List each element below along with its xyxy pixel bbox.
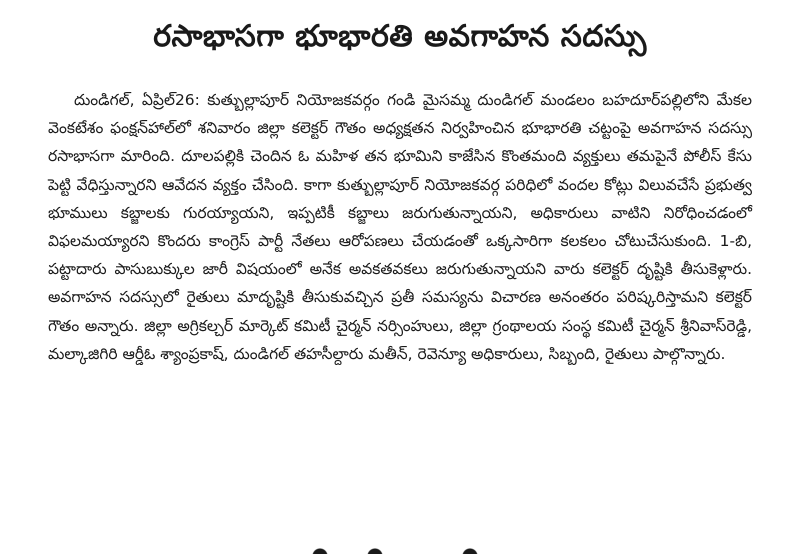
article-headline: రసాభాసగా భూభారతి అవగాహన సదస్సు <box>153 19 647 54</box>
article-body: దుండిగల్, ఏప్రిల్26: కుత్బుల్లాపూర్ నియోజకవర్గం గండి మైసమ్మ దుండిగల్ మండలం బహదూర్‌పల్లిలోని మేకల వెంకటేశం ఫంక్షన్‌హాల్‌లో శనివారం జిల్లా కలెక్టర్ గౌతం అధ్యక్షతన నిర్వహించిన భూభారతి చట్టంపై అవగాహన సదస్సు రసాభాసగా మారింది. దూలపల్లికి చెందిన ఓ మహిళ తన భూమిని కాజేసిన కొంతమంది వ్యక్తులు తమపైనే పోలీస్ కేసు పెట్టి వేధిస్తున్నారని ఆవేదన వ్యక్తం చేసింది. కాగా కుత్బుల్లాపూర్ నియోజకవర్గ పరిధిలో వందల కోట్లు విలువచేసే ప్రభుత్వ భూములు కబ్జాలకు గురయ్యాయని, ఇప్పటికీ కబ్జాలు జరుగుతున్నాయని, అధికారులు వాటిని నిరోధించడంలో విఫలమయ్యారని కొందరు కాంగ్రెస్ పార్టీ నేతలు ఆరోపణలు చేయడంతో ఒక్కసారిగా కలకలం చోటుచేసుకుంది. 1-బి, పట్టాదారు పాసుబుక్కుల జారీ విషయంలో అనేక అవకతవకలు జరుగుతున్నాయని వారు కలెక్టర్ దృష్టికి తీసుకెళ్లారు. అవగాహన సదస్సులో రైతులు మాదృష్టికి తీసుకువచ్చిన ప్రతీ సమస్యను విచారణ అనంతరం పరిష్కరిస్తామని కలెక్టర్ గౌతం అన్నారు. జిల్లా అగ్రికల్చర్ మార్కెట్ కమిటీ చైర్మన్ నర్సింహులు, జిల్లా గ్రంథాలయ సంస్థ కమిటీ చైర్మన్ శ్రీనివాస్‌రెడ్డి, మల్కాజిగిరి ఆర్డీఓ శ్యాంప్రకాష్, దుండిగల్ తహసీల్దారు మతీన్, రెవెన్యూ అధికారులు, సిబ్బంది, రైతులు పాల్గొన్నారు. <box>48 91 752 363</box>
